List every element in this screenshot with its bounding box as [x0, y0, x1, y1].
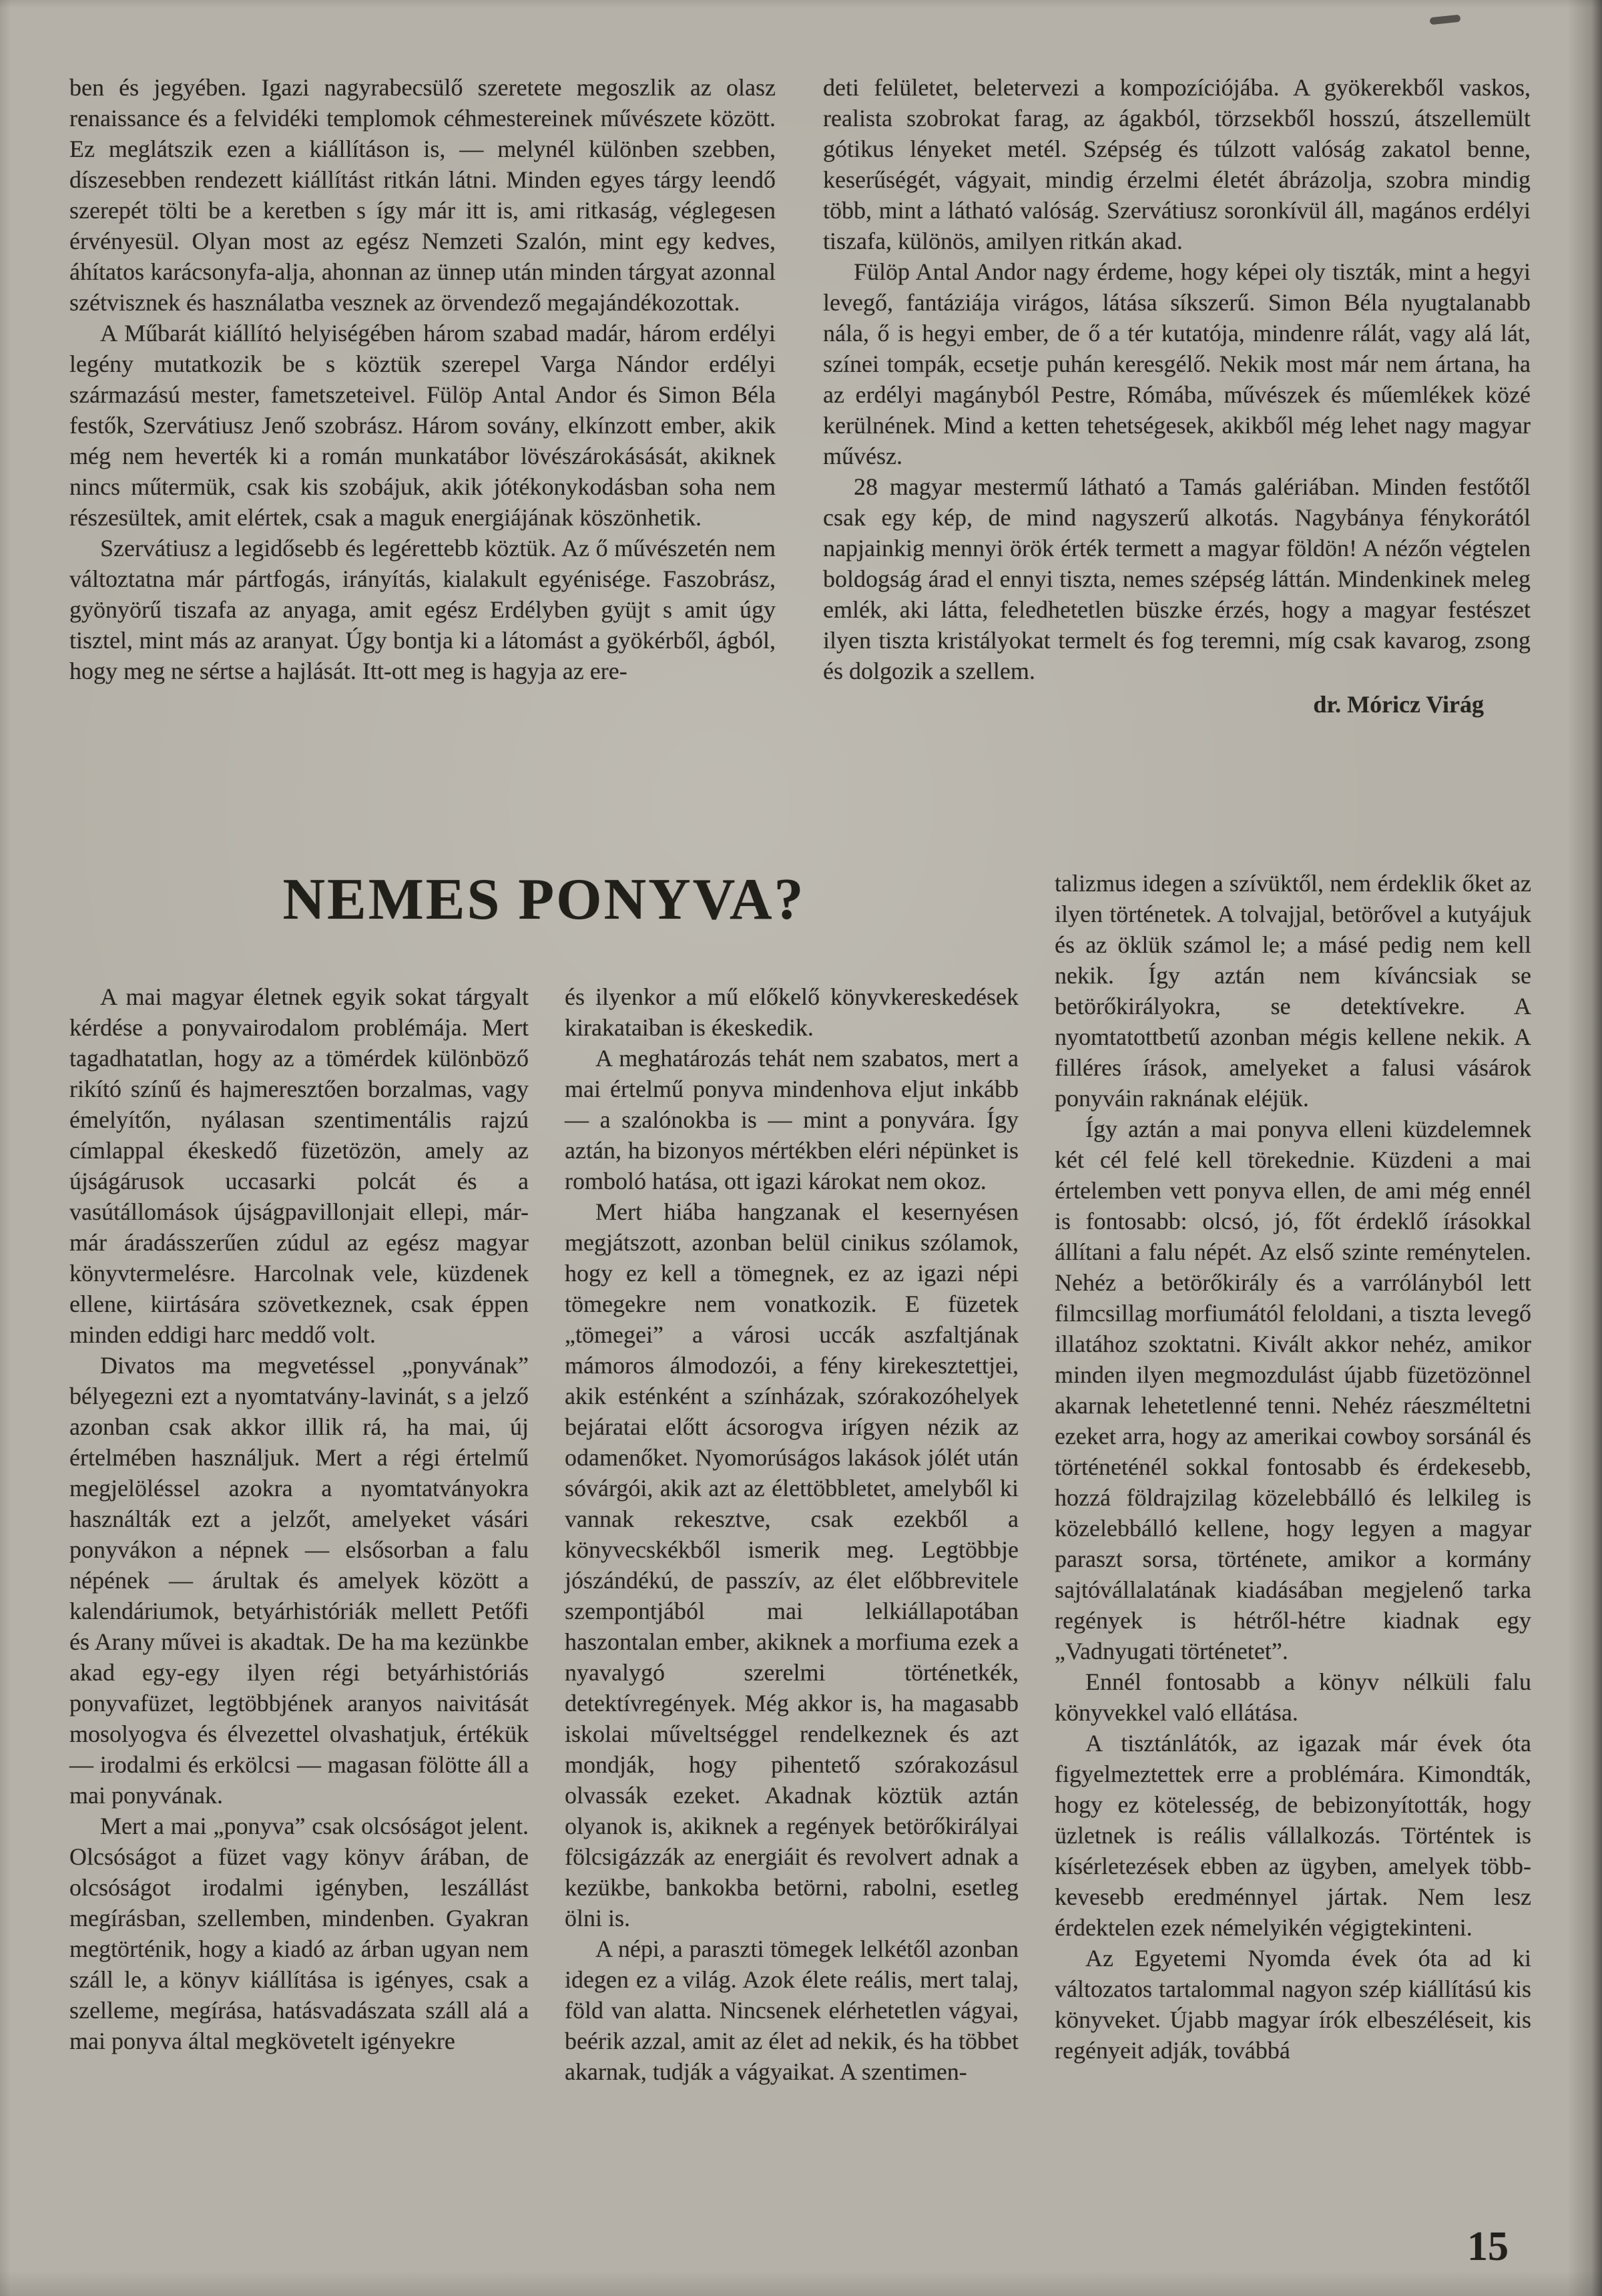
- paragraph: és ilyenkor a mű előkelő könyvkereskedések kirakataiban is ékeskedik.: [565, 983, 1019, 1041]
- paragraph: 28 magyar mestermű látható a Tamás galériában. Minden festőtől csak egy kép, de mind nagyszerű alkotás. Nagybánya fénykorától napjainkig mennyi örök érték termett a magyar földön! A nézőn végtelen boldogság árad el ennyi tiszta, nemes szépség láttán. Mindenkinek meleg emlék, aki látta, feledhetetlen büszke érzés, hogy a magyar festészet ilyen tiszta kristályokat termelt és fog teremni, míg csak kavarog, zsong és dolgozik a szellem.: [823, 473, 1531, 684]
- author-signature: dr. Móricz Virág: [1313, 691, 1484, 718]
- paragraph: Fülöp Antal Andor nagy érdeme, hogy képei oly tiszták, mint a hegyi levegő, fantáziája virágos, látása síkszerű. Simon Béla nyugtalanabb nála, ő is hegyi ember, de ő a tér kutatója, mindenre rálát, vagy alá lát, színei tompák, ecsetje puhán keresgélő. Nekik most már nem ártana, ha az erdélyi magányból Pestre, Rómába, művészek és műemlékek közé kerülnének. Mind a ketten tehetségesek, akikből még lehet nagy magyar művész.: [823, 258, 1531, 469]
- paragraph: A mai magyar életnek egyik sokat tárgyalt kérdése a ponyvairodalom problémája. Mert tagadhatatlan, hogy az a tömérdek különböző rikító színű és hajmeresztően borzalmas, vagy émelyítőn, nyálasan szentimentális rajzú címlappal ékeskedő füzetözön, amely az újságárusok uccasarki polcát és a vasútállomások újságpavillonjait ellepi, már-már áradásszerűen zúdul az egész magyar könyvtermelésre. Harcolnak vele, küzdenek ellene, kiirtására szövetkeznek, csak éppen minden eddigi harc meddő volt.: [69, 983, 529, 1348]
- paragraph: A meghatározás tehát nem szabatos, mert a mai értelmű ponyva mindenhova eljut inkább — a szalónokba is — mint a ponyvára. Így aztán, ha bizonyos mértékben eléri népünket is romboló hatása, ott igazi károkat nem okoz.: [565, 1045, 1019, 1194]
- paragraph: ben és jegyében. Igazi nagyrabecsülő szeretete megoszlik az olasz renaissance és a felvidéki templomok céhmestereinek művészete között. Ez meglátszik ezen a kiállításon is, — melynél különben szebben, díszesebben rendezett kiállítást ritkán látni. Minden egyes tárgy leendő szerepét tölti be a keretben s így már itt is, ami ritkaság, véglegesen érvényesül. Olyan most az egész Nemzeti Szalón, mint egy kedves, áhítatos karácsonyfa-alja, ahonnan az ünnep után minden tárgyat azonnal szétvisznek és használatba vesznek az örvendező megajándékozottak.: [69, 74, 776, 316]
- ponyva-column-3: [1055, 868, 1531, 2066]
- paragraph: Mert a mai „ponyva” csak olcsóságot jelent. Olcsóságot a füzet vagy könyv árában, de olcsóságot irodalmi igényben, leszállást megírásban, szellemben, mindenben. Gyakran megtörténik, hogy a kiadó az árban ugyan nem száll le, a könyv kiállítása is igényes, csak a szelleme, megírása, hatásvadászata száll alá a mai ponyva által megkövetelt igényekre: [69, 1813, 529, 2054]
- art-review-left-column: [69, 72, 776, 686]
- scan-smudge-artifact: [1430, 15, 1461, 25]
- paragraph: Ennél fontosabb a könyv nélküli falu könyvekkel való ellátása.: [1055, 1668, 1531, 1726]
- ponyva-column-2: [565, 981, 1019, 2087]
- paragraph: Az Egyetemi Nyomda évek óta ad ki változatos tartalommal nagyon szép kiállítású kis könyveket. Újabb magyar írók elbeszéléseit, kis regényeit adják, továbbá: [1055, 1945, 1531, 2064]
- paragraph: A Műbarát kiállító helyiségében három szabad madár, három erdélyi legény mutatkozik be s köztük szerepel Varga Nándor erdélyi származású mester, fametszeteivel. Fülöp Antal Andor és Simon Béla festők, Szervátiusz Jenő szobrász. Három sovány, elkínzott ember, akik még nem heverték ki a román munkatábor lövészárokásását, akiknek nincs műtermük, csak kis szobájuk, akik jótékonykodásban soha nem részesültek, amit elértek, csak a maguk energiájának köszönhetik.: [69, 320, 776, 531]
- page-number: 15: [1467, 2224, 1509, 2269]
- paragraph: A tisztánlátók, az igazak már évek óta figyelmeztettek erre a problémára. Kimondták, hogy ez kötelesség, de bebizonyították, hogy üzletnek is reális vállalkozás. Történtek is kísérletezések ebben az ügyben, amelyek több-kevesebb eredménnyel jártak. Nem lesz érdektelen ezek némelyikén végigtekinteni.: [1055, 1730, 1531, 1941]
- paragraph: A népi, a paraszti tömegek lelkétől azonban idegen ez a világ. Azok élete reális, mert talaj, föld van alatta. Nincsenek elérhetetlen vágyai, beérik azzal, amit az élet ad nekik, és ha többet akarnak, tudják a vágyaikat. A szentimen-: [565, 1935, 1019, 2085]
- paragraph: talizmus idegen a szívüktől, nem érdeklik őket az ilyen történetek. A tolvajjal, betörővel a kutyájuk és az öklük számol le; a másé pedig nem kell nekik. Így aztán nem kíváncsiak se betörőkirályokra, se detektívekre. A nyomtatottbetű azonban mégis kellene nekik. A filléres írások, amelyeket a falusi vásárok ponyváin raknának eléjük.: [1055, 870, 1531, 1112]
- paragraph: Divatos ma megvetéssel „ponyvának” bélyegezni ezt a nyomtatvány-lavinát, s a jelző azonban csak akkor illik rá, ha mai, új értelmében használjuk. Mert a régi értelmű megjelöléssel azokra a nyomtatványokra használták ezt a jelzőt, amelyeket vásári ponyvákon a népnek — elsősorban a falu népének — árultak és amelyek között a kalendáriumok, betyárhistóriák mellett Petőfi és Arany művei is akadtak. De ha ma kezünkbe akad egy-egy ilyen régi betyárhistóriás ponyvafüzet, legtöbbjének aranyos naivitását mosolyogva és élvezettel olvashatjuk, értékük — irodalmi és erkölcsi — magasan fölötte áll a mai ponyvának.: [69, 1352, 529, 1809]
- paragraph: Szervátiusz a legidősebb és legérettebb köztük. Az ő művészetén nem változtatna már pártfogás, irányítás, kialakult egyénisége. Faszobrász, gyönyörű tiszafa az anyaga, amit egész Erdélyben gyüjt s amit úgy tisztel, mint más az aranyat. Úgy bontja ki a látomást a gyökérből, ágból, hogy meg ne sértse a hajlását. Itt-ott meg is hagyja az ere-: [69, 535, 776, 684]
- art-review-right-column: [823, 72, 1531, 720]
- article-headline: NEMES PONYVA?: [282, 867, 806, 932]
- ponyva-column-1: [69, 981, 529, 2056]
- paragraph: deti felületet, beletervezi a kompozíciójába. A gyökerekből vaskos, realista szobrokat farag, az ágakból, törzsekből hosszú, átszellemült gótikus lényeket metél. Szépség és túlzott valóság zakatol benne, keserűségét, vágyait, mindig érzelmi életét ábrázolja, szobra mindig több, mint a látható valóság. Szervátiusz soronkívül áll, magános erdélyi tiszafa, különös, amilyen ritkán akad.: [823, 74, 1531, 254]
- paragraph: Mert hiába hangzanak el kesernyésen megjátszott, azonban belül cinikus szólamok, hogy ez kell a tömegnek, ez az igazi népi tömegekre nem vonatkozik. E füzetek „tömegei” a városi uccák aszfaltjának mámoros álmodozói, a fény kirekesztettjei, akik esténként a színházak, szórakozóhelyek bejáratai előtt ácsorogva irígyen nézik az odamenőket. Nyomorúságos lakások jólét után sóvárgói, akik azt az élettöbbletet, amelyből ki vannak rekesztve, csak ezekből a könyvecskékből ismerik meg. Legtöbbje jószándékú, de passzív, az élet előbbrevitele szempontjából mai lelkiállapotában haszontalan ember, akiknek a morfiuma ezek a nyavalygó szerelmi történetkék, detektívregények. Még akkor is, ha magasabb iskolai műveltséggel rendelkeznek és azt mondják, hogy pihentető szórakozásul olvassák ezeket. Akadnak köztük aztán olyanok is, akiknek a regények betörőkirályai fölcsigázzák az energiáit és revolvert adnak a kezükbe, bankokba betörni, rabolni, esetleg ölni is.: [565, 1198, 1019, 1931]
- paragraph: Így aztán a mai ponyva elleni küzdelemnek két cél felé kell törekednie. Küzdeni a mai értelemben vett ponyva ellen, de ami még ennél is fontosabb: olcsó, jó, főt érdeklő írásokkal állítani a falu népét. Az első szinte reménytelen. Nehéz a betörőkirály és a varrólányból lett filmcsillag morfiumától feloldani, a tiszta levegő illatához szoktatni. Kivált akkor nehéz, amikor minden ilyen megmozdulást újabb füzetözönnel akarnak lehetetlenné tenni. Nehéz ráeszméltetni ezeket arra, hogy az amerikai cowboy sorsánál és történeténél sokkal fontosabb és érdekesebb, hozzá földrajzilag közelebbálló és lelkileg is közelebbálló kellene, hogy legyen a magyar paraszt sorsa, története, amikor a kormány sajtóvállalatának kiadásában megjelenő tarka regények is hétről-hétre kiadnak egy „Vadnyugati történetet”.: [1055, 1116, 1531, 1664]
